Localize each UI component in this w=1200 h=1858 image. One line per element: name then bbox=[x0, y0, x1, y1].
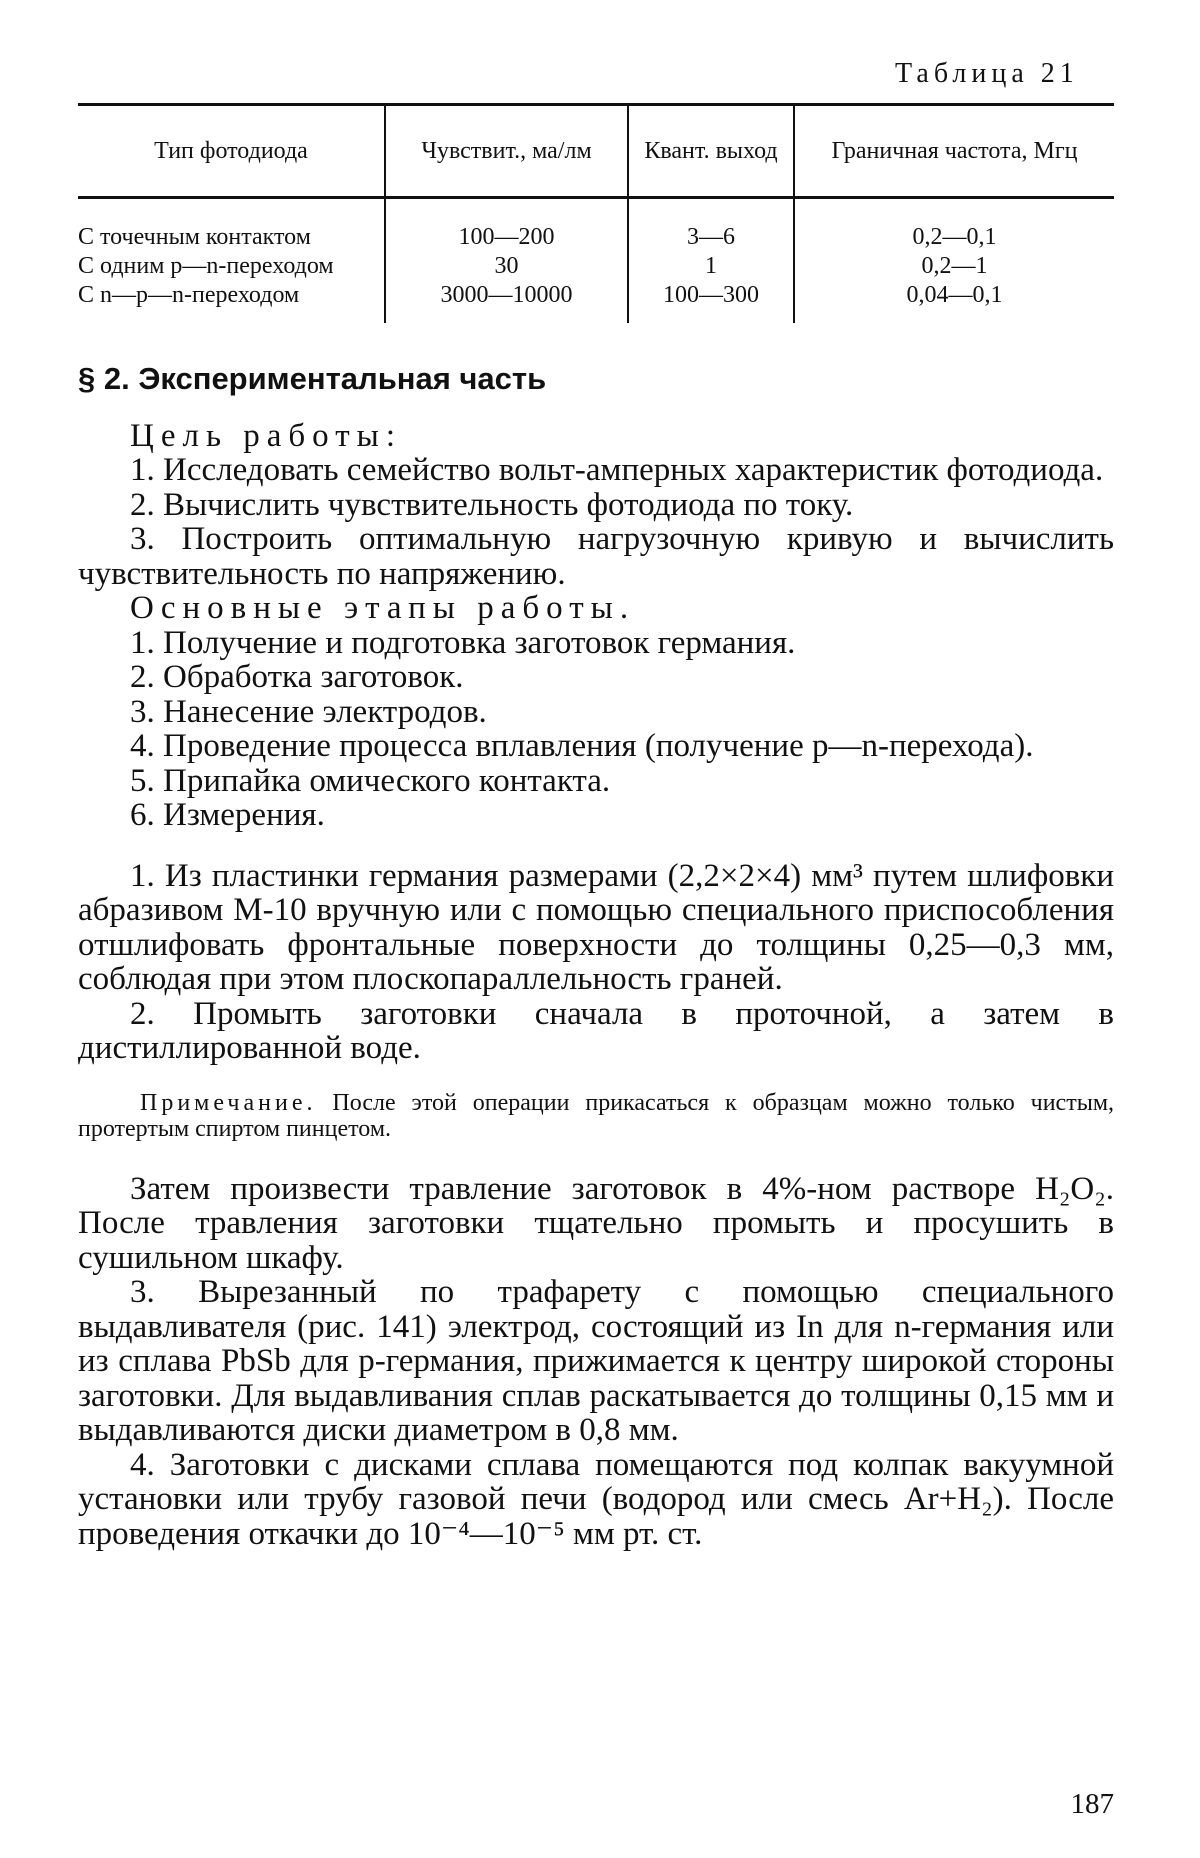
body-text bbox=[78, 362, 1114, 1551]
table-cell: 3—6 bbox=[628, 198, 794, 254]
photodiode-table bbox=[78, 103, 1114, 323]
stage-item: 3. Нанесение электродов. bbox=[130, 693, 487, 730]
table-cell: С n—p—n-переходом bbox=[78, 282, 385, 323]
table-header-row bbox=[78, 105, 1114, 198]
stage-item: 4. Проведение процесса вплавления (получение p—n-перехода). bbox=[130, 728, 1034, 764]
table-cell: 100—200 bbox=[385, 198, 628, 254]
header-type: Тип фотодиода bbox=[78, 105, 385, 198]
table-cell: 30 bbox=[385, 253, 628, 282]
table-cell: С точечным контактом bbox=[78, 198, 385, 254]
stage-item: 6. Измерения. bbox=[130, 797, 325, 833]
header-cutoff-frequency: Граничная частота, Мгц bbox=[794, 105, 1114, 198]
section-heading: § 2. Экспериментальная часть bbox=[78, 361, 547, 396]
note bbox=[78, 1090, 1114, 1142]
step-paragraph: 2. Промыть заготовки сначала в проточной, а затем в дистиллированной воде. bbox=[78, 995, 1114, 1066]
goal-item: 2. Вычислить чувствительность фотодиода по току. bbox=[130, 486, 854, 523]
step-paragraph: 3. Вырезанный по трафарету с помощью специального выдавливателя (рис. 141) электрод, состоящий из In для n-германия или из сплава PbSb для p-германия, прижимается к центру широкой стороны заготовки. Для выдавливания сплав раскатывается до толщины 0,15 мм и выдавливаются диски диаметром в 0,8 мм. bbox=[78, 1274, 1114, 1448]
goal-item: 3. Построить оптимальную нагрузочную кривую и вычислить чувствительность по напряжению. bbox=[78, 521, 1114, 592]
page-number: 187 bbox=[1070, 1788, 1114, 1820]
goal-item: 1. Исследовать семейство вольт-амперных характеристик фотодиода. bbox=[130, 452, 1104, 488]
table-caption: Таблица 21 bbox=[895, 58, 1079, 89]
stage-item: 5. Припайка омического контакта. bbox=[130, 762, 611, 799]
step-paragraph: 4. Заготовки с дисками сплава помещаются под колпак вакуумной установки или трубу газовой печи (водород или смесь Ar+H₂). После проведения откачки до 10⁻⁴—10⁻⁵ мм рт. ст. bbox=[78, 1446, 1114, 1552]
note-text: После этой операции прикасаться к образцам можно только чистым, протертым спиртом пинцетом. bbox=[78, 1089, 1115, 1142]
table-cell: 3000—10000 bbox=[385, 282, 628, 323]
table-cell: 1 bbox=[628, 253, 794, 282]
stage-item: 1. Получение и подготовка заготовок германия. bbox=[130, 624, 796, 661]
table-row bbox=[78, 198, 1114, 254]
header-quantum-yield: Квант. выход bbox=[628, 105, 794, 198]
table-row bbox=[78, 253, 1114, 282]
table-cell: С одним p—n-переходом bbox=[78, 253, 385, 282]
goal-title: Цель работы: bbox=[130, 417, 403, 454]
table-row bbox=[78, 282, 1114, 323]
table-cell: 0,04—0,1 bbox=[906, 282, 1003, 308]
step-paragraph: 1. Из пластинки германия размерами (2,2×2×4) мм³ путем шлифовки абразивом М-10 вручную или с помощью специального приспособления отшлифовать фронтальные поверхности до толщины 0,25—0,3 мм, соблюдая при этом плоскопараллельность граней. bbox=[78, 857, 1114, 997]
table-cell: 100—300 bbox=[628, 282, 794, 323]
stage-item: 2. Обработка заготовок. bbox=[130, 659, 464, 695]
continuation-paragraph: Затем произвести травление заготовок в 4%-ном растворе H₂O₂. После травления заготовки тщательно промыть и просушить в сушильном шкафу. bbox=[78, 1170, 1114, 1276]
header-sensitivity: Чувствит., ма/лм bbox=[385, 105, 628, 198]
stages-title: Основные этапы работы. bbox=[130, 590, 636, 626]
table-cell: 0,2—1 bbox=[921, 253, 988, 279]
note-lead: Примечание. bbox=[140, 1089, 317, 1116]
table-cell: 0,2—0,1 bbox=[912, 224, 997, 250]
